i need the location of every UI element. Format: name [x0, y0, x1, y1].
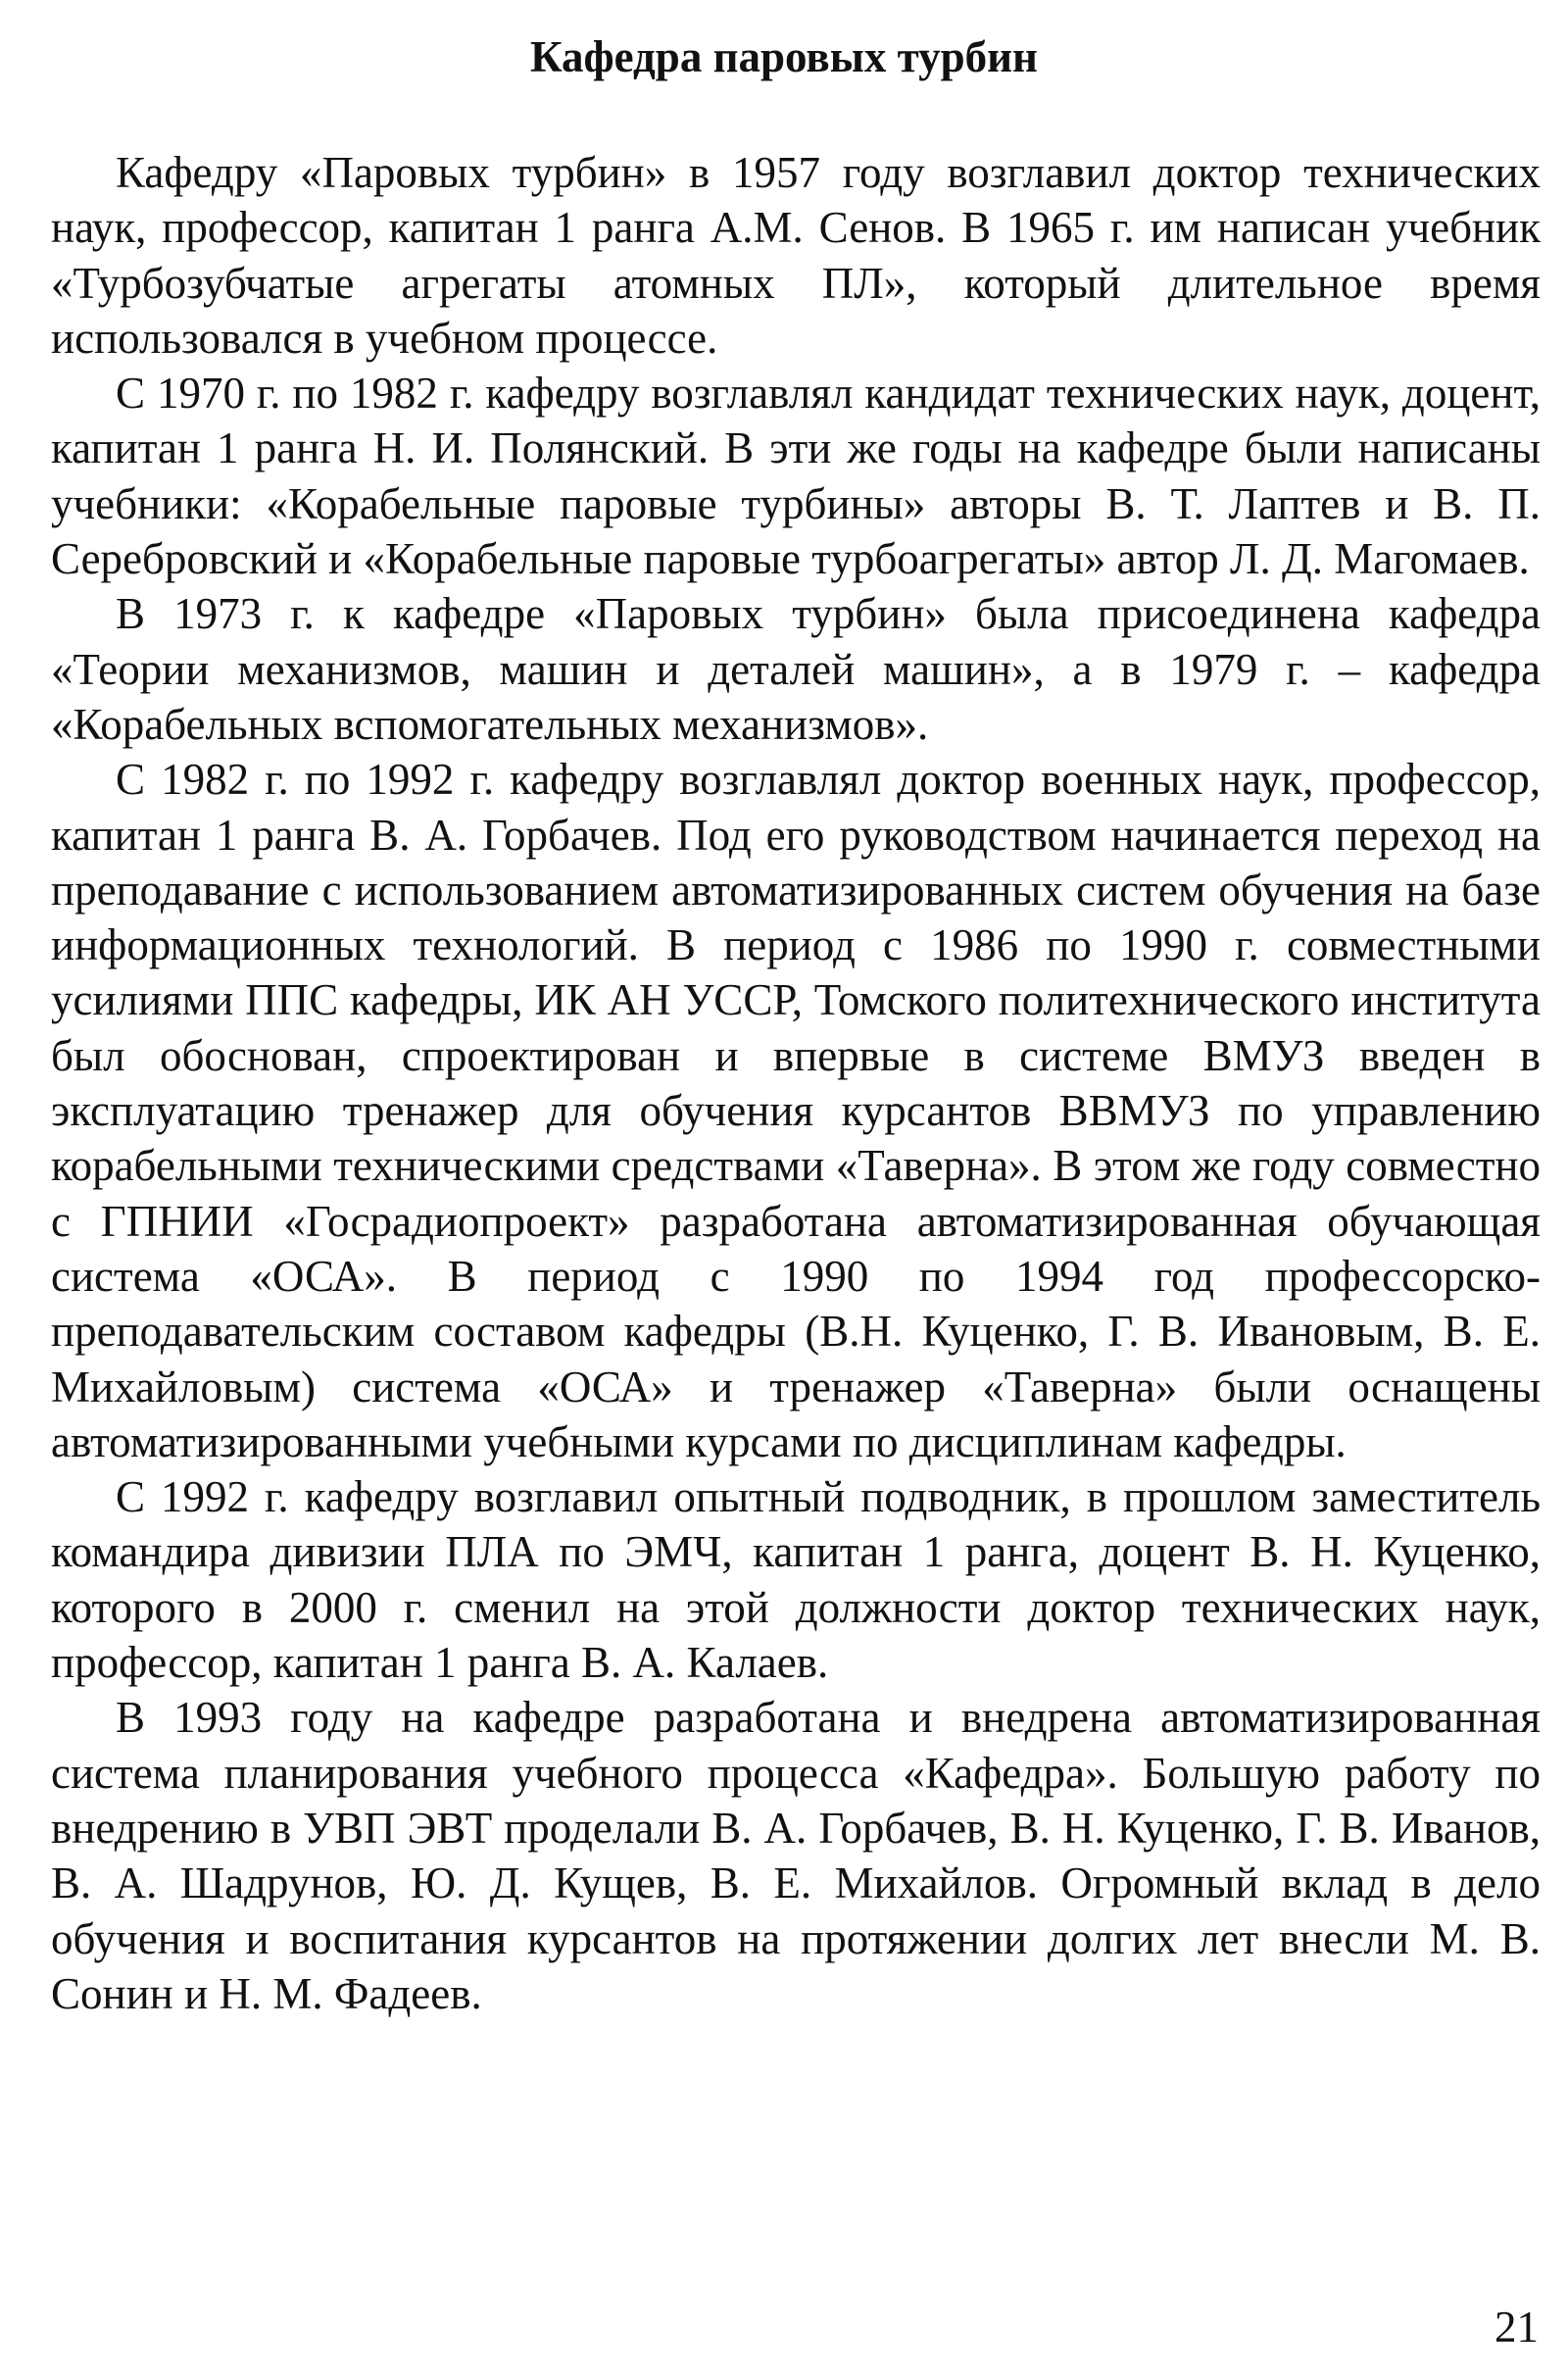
paragraph-6: В 1993 году на кафедре разработана и внедрена автоматизированная система планирования учебного процесса «Кафедра». Большую работу по внедрению в УВП ЭВТ проделали В. А. Горбачев, В. Н. Куценко, Г. В. Иванов, В. А. Шадрунов, Ю. Д. Кущев, В. Е. Михайлов. Огромный вклад в дело обучения и воспитания курсантов на протяжении долгих лет внесли М. В. Сонин и Н. М. Фадеев. [51, 1693, 1541, 2018]
paragraph-2: С 1970 г. по 1982 г. кафедру возглавлял кандидат технических наук, доцент, капитан 1 ранга Н. И. Полянский. В эти же годы на кафедре были написаны учебники: «Корабельные паровые турбины» авторы В. Т. Лаптев и В. П. Серебровский и «Корабельные паровые турбоагрегаты» автор Л. Д. Магомаев. [51, 369, 1541, 584]
paragraph-5: С 1992 г. кафедру возглавил опытный подводник, в прошлом заместитель командира дивизии ПЛА по ЭМЧ, капитан 1 ранга, доцент В. Н. Куценко, которого в 2000 г. сменил на этой должности доктор технических наук, профессор, капитан 1 ранга В. А. Калаев. [51, 1472, 1541, 1688]
paragraph-4: С 1982 г. по 1992 г. кафедру возглавлял доктор военных наук, профессор, капитан 1 ранга В. А. Горбачев. Под его руководством начинается переход на преподавание с использованием автоматизированных систем обучения на базе информационных технологий. В период с 1986 по 1990 г. совместными усилиями ППС кафедры, ИК АН УССР, Томского политехнического института был обоснован, спроектирован и впервые в системе ВМУЗ введен в эксплуатацию тренажер для обучения курсантов ВВМУЗ по управлению корабельными техническими средствами «Таверна». В этом же году совместно с ГПНИИ «Госрадиопроект» разработана автоматизированная обучающая система «ОСА». В период с 1990 по 1994 год профессорско-преподавательским составом кафедры (В.Н. Куценко, Г. В. Ивановым, В. Е. Михайловым) система «ОСА» и тренажер «Таверна» были оснащены автоматизированными учебными курсами по дисциплинам кафедры. [51, 755, 1541, 1466]
section-title: Кафедра паровых турбин [529, 32, 1038, 81]
page-number: 21 [1494, 2303, 1539, 2352]
paragraph-1: Кафедру «Паровых турбин» в 1957 году возглавил доктор технических наук, профессор, капитан 1 ранга А.М. Сенов. В 1965 г. им написан учебник «Турбозубчатые агрегаты атомных ПЛ», который длительное время использовался в учебном процессе. [51, 148, 1541, 363]
body-text [51, 145, 1541, 2021]
paragraph-3: В 1973 г. к кафедре «Паровых турбин» была присоединена кафедра «Теории механизмов, машин и деталей машин», а в 1979 г. – кафедра «Корабельных вспомогательных механизмов». [51, 589, 1541, 749]
